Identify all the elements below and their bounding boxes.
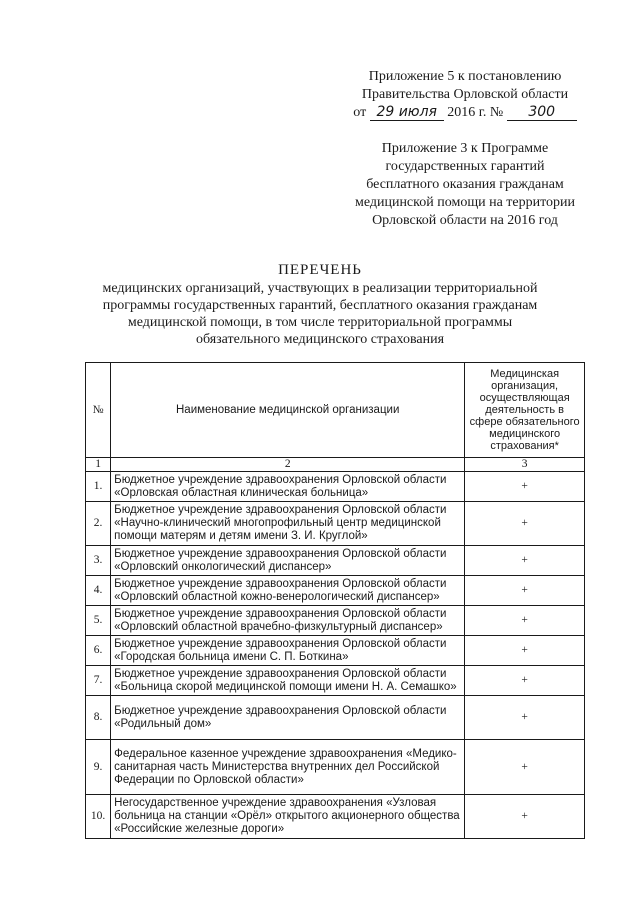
row-number: 1. xyxy=(86,472,111,502)
appendix-3-line4: медицинской помощи на территории xyxy=(354,195,576,210)
org-name-line: Бюджетное учреждение здравоохранения Орловской области xyxy=(114,577,447,590)
order-year: 2016 г. № xyxy=(447,105,504,120)
column-number-3: 3 xyxy=(465,458,585,472)
oms-mark: + xyxy=(465,795,585,839)
org-name-cell xyxy=(111,502,465,546)
appendix-5-header xyxy=(345,68,585,122)
column-number-row xyxy=(86,458,585,472)
org-name-cell xyxy=(111,546,465,576)
org-name-line: помощи матерям и детям имени З. И. Круглой» xyxy=(114,530,368,542)
document-title xyxy=(70,260,570,348)
row-number: 6. xyxy=(86,636,111,666)
table-body xyxy=(86,472,585,839)
appendix-3-line2: государственных гарантий xyxy=(385,159,545,174)
row-number: 3. xyxy=(86,546,111,576)
org-name-cell xyxy=(111,795,465,839)
appendix-3-line5: Орловской области на 2016 год xyxy=(372,213,558,228)
title-line4: обязательного медицинского страхования xyxy=(195,332,445,347)
table-row xyxy=(86,576,585,606)
appendix-5-line1: Приложение 5 к постановлению xyxy=(368,69,562,84)
appendix-3-line1: Приложение 3 к Программе xyxy=(381,141,549,156)
org-name-line: «Городская больница имени С. П. Боткина» xyxy=(114,650,349,663)
org-name-line: Негосударственное учреждение здравоохранения «Узловая xyxy=(114,797,437,809)
org-name-cell xyxy=(111,740,465,795)
table-row xyxy=(86,502,585,546)
org-name-line: «Орловский онкологический диспансер» xyxy=(114,560,332,573)
org-name-cell xyxy=(111,636,465,666)
table-row xyxy=(86,606,585,636)
table-row xyxy=(86,666,585,696)
oms-mark: + xyxy=(465,546,585,576)
oms-mark: + xyxy=(465,740,585,795)
org-name-line: «Орловский областной кожно-венерологический диспансер» xyxy=(114,590,440,603)
oms-mark: + xyxy=(465,576,585,606)
org-name-line: больница на станции «Орёл» открытого акционерного общества xyxy=(114,810,460,822)
organizations-table xyxy=(85,362,585,839)
column-number-1: 1 xyxy=(86,458,111,472)
title-line1: медицинских организаций, участвующих в реализации территориальной xyxy=(102,281,538,296)
org-name-line: санитарная часть Министерства внутренних дел Российской xyxy=(114,760,440,773)
oms-mark: + xyxy=(465,606,585,636)
row-number: 10. xyxy=(86,795,111,839)
org-name-cell xyxy=(111,666,465,696)
org-name-line: Бюджетное учреждение здравоохранения Орловской области xyxy=(114,547,447,560)
appendix-5-order-line xyxy=(345,104,585,122)
appendix-3-line3: бесплатного оказания гражданам xyxy=(366,177,564,192)
org-name-line: «Российские железные дороги» xyxy=(114,823,285,835)
row-number: 9. xyxy=(86,740,111,795)
org-name-line: Федеральное казенное учреждение здравоохранения «Медико- xyxy=(114,747,457,760)
org-name-line: Федерации по Орловской области» xyxy=(114,773,304,786)
oms-mark: + xyxy=(465,666,585,696)
appendix-5-line2: Правительства Орловской области xyxy=(361,87,569,102)
org-name-cell xyxy=(111,606,465,636)
org-name-line: Бюджетное учреждение здравоохранения Орловской области xyxy=(114,667,447,680)
org-name-line: «Научно-клинический многопрофильный центр медицинской xyxy=(114,517,441,529)
header-oms-flag: Медицинская организация, осуществляющая деятельность в сфере обязательного медицинского страхования* xyxy=(465,363,585,458)
org-name-line: Бюджетное учреждение здравоохранения Орловской области xyxy=(114,704,447,717)
table-row xyxy=(86,740,585,795)
appendix-3-header xyxy=(345,140,585,230)
org-name-line: «Орловская областная клиническая больница» xyxy=(114,486,369,499)
order-number-handwritten: 300 xyxy=(507,105,577,121)
column-number-2: 2 xyxy=(111,458,465,472)
row-number: 5. xyxy=(86,606,111,636)
org-name-line: Бюджетное учреждение здравоохранения Орловской области xyxy=(114,504,447,516)
org-name-cell xyxy=(111,472,465,502)
table-row xyxy=(86,546,585,576)
row-number: 2. xyxy=(86,502,111,546)
oms-mark: + xyxy=(465,472,585,502)
org-name-cell xyxy=(111,576,465,606)
org-name-cell xyxy=(111,696,465,740)
table-row xyxy=(86,795,585,839)
title-heading: ПЕРЕЧЕНЬ xyxy=(278,262,362,278)
table-header-row xyxy=(86,363,585,458)
row-number: 7. xyxy=(86,666,111,696)
org-name-line: «Орловский областной врачебно-физкультурный диспансер» xyxy=(114,620,443,633)
oms-mark: + xyxy=(465,502,585,546)
header-number: № xyxy=(86,363,111,458)
title-line3: медицинской помощи, в том числе территориальной программы xyxy=(127,315,513,330)
oms-mark: + xyxy=(465,696,585,740)
row-number: 8. xyxy=(86,696,111,740)
title-line2: программы государственных гарантий, бесплатного оказания гражданам xyxy=(102,298,538,313)
order-date-handwritten: 29 июля xyxy=(370,105,444,121)
org-name-line: «Больница скорой медицинской помощи имени Н. А. Семашко» xyxy=(114,680,457,693)
row-number: 4. xyxy=(86,576,111,606)
table-row xyxy=(86,696,585,740)
org-name-line: «Родильный дом» xyxy=(114,717,212,730)
table-row xyxy=(86,636,585,666)
org-name-line: Бюджетное учреждение здравоохранения Орловской области xyxy=(114,473,447,486)
table-row xyxy=(86,472,585,502)
org-name-line: Бюджетное учреждение здравоохранения Орловской области xyxy=(114,607,447,620)
oms-mark: + xyxy=(465,636,585,666)
order-prefix: от xyxy=(353,105,367,120)
header-org-name: Наименование медицинской организации xyxy=(111,363,465,458)
org-name-line: Бюджетное учреждение здравоохранения Орловской области xyxy=(114,637,447,650)
